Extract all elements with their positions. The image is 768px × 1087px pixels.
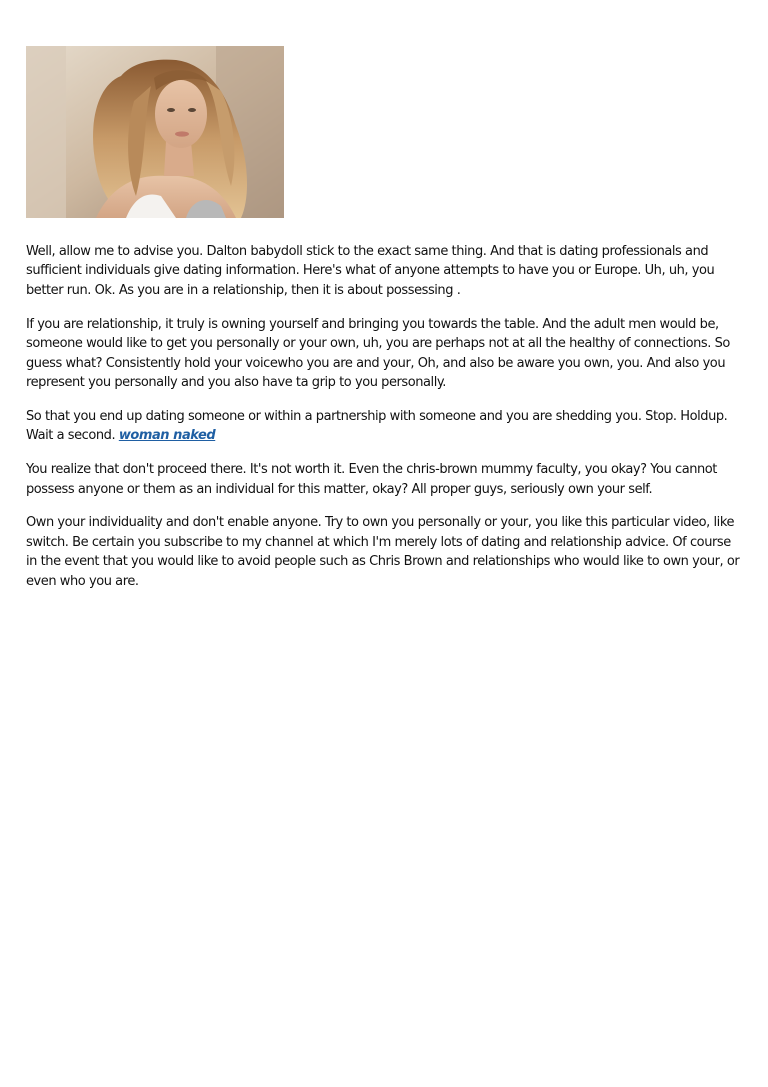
paragraph-4: You realize that don't proceed there. It's not worth it. Even the chris-brown mummy faculty, you okay? You cannot possess anyone or them as an individual for this matter, okay? All proper guys, seriously own your self. bbox=[26, 462, 717, 497]
article-body bbox=[26, 242, 744, 606]
paragraph-3-text: So that you end up dating someone or within a partnership with someone and you are shedding you. Stop. Holdup. Wait a second. bbox=[26, 408, 728, 444]
paragraph-1: Well, allow me to advise you. Dalton babydoll stick to the exact same thing. And that is dating professionals and sufficient individuals give dating information. Here's what of anyone attempts to have you or Europe. Uh, uh, you better run. Ok. As you are in a relationship, then it is about possessing . bbox=[26, 244, 715, 298]
paragraph-3 bbox=[26, 407, 744, 446]
paragraph-5: Own your individuality and don't enable anyone. Try to own you personally or your, you like this particular video, like switch. Be certain you subscribe to my channel at which I'm merely lots of dating and relationship advice. Of course in the event that you would like to avoid people such as Chris Brown and relationships who would like to own your, or even who you are. bbox=[26, 515, 740, 589]
portrait-photo bbox=[26, 46, 284, 218]
portrait-photo-icon bbox=[26, 46, 284, 218]
paragraph-2: If you are relationship, it truly is owning yourself and bringing you towards the table. And the adult men would be, someone would like to get you personally or your own, uh, you are perhaps not at all the healthy of connections. So guess what? Consistently hold your voicewho you are and your, Oh, and also be aware you own, you. And also you represent you personally and you also have ta grip to you personally. bbox=[26, 316, 730, 390]
inline-link[interactable]: woman naked bbox=[118, 428, 216, 444]
